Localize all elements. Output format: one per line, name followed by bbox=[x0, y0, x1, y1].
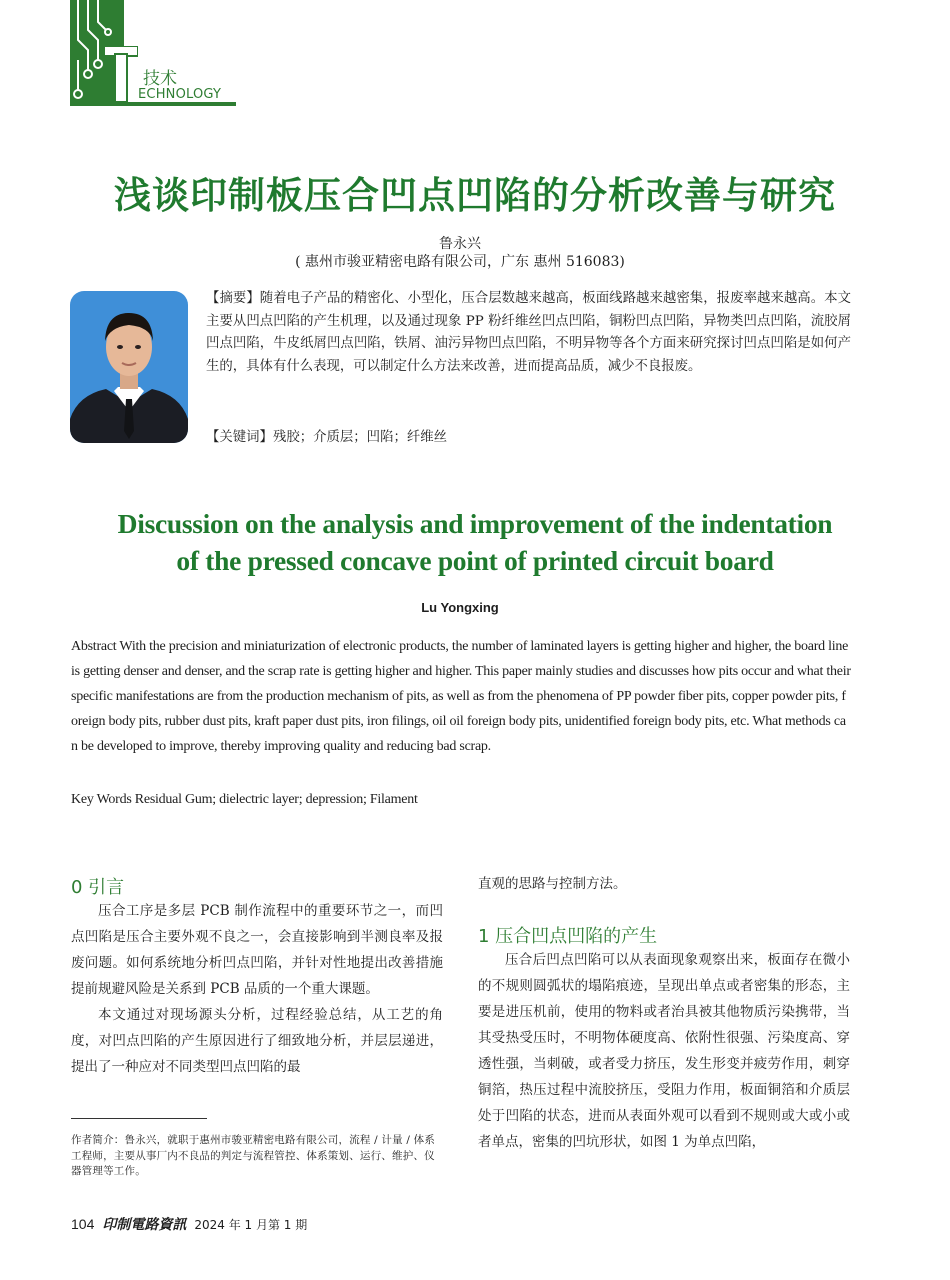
logo-underline bbox=[70, 102, 236, 106]
body-column-left bbox=[71, 898, 443, 1080]
body-column-right bbox=[478, 947, 850, 1155]
author-en: Lu Yongxing bbox=[421, 600, 499, 615]
journal-name: 印制電路資訊 bbox=[102, 1217, 187, 1233]
category-label-en: ECHNOLOGY bbox=[138, 87, 222, 102]
page-title-en-line1: Discussion on the analysis and improvement of the indentation bbox=[117, 508, 833, 539]
footnote-divider bbox=[71, 1118, 207, 1119]
category-label-cn: 技术 bbox=[143, 69, 177, 89]
issue-label: 2024 年 1 月第 1 期 bbox=[194, 1218, 308, 1232]
logo-t-letter bbox=[104, 46, 138, 102]
author-footnote: 作者简介：鲁永兴，就职于惠州市骏亚精密电路有限公司，流程 / 计量 / 体系工程师，主要从事厂内不良品的判定与流程管控、体系策划、运行、维护、仪器管理等工作。 bbox=[71, 1134, 436, 1177]
affiliation-cn: ( 惠州市骏亚精密电路有限公司，广东 惠州 516083) bbox=[295, 254, 625, 270]
paragraph: 压合工序是多层 PCB 制作流程中的重要环节之一，而凹点凹陷是压合主要外观不良之一，会直接影响到半测良率及报废问题。如何系统地分析凹点凹陷，并针对性地提出改善措施提前规避风险是关系到 PCB 品质的一个重大课题。 bbox=[71, 903, 443, 997]
author-photo bbox=[70, 291, 188, 443]
page-title-cn: 浅谈印制板压合凹点凹陷的分析改善与研究 bbox=[114, 173, 836, 217]
page-title-en-line2: of the pressed concave point of printed circuit board bbox=[176, 545, 774, 576]
paragraph: 本文通过对现场源头分析，过程经验总结，从工艺的角度，对凹点凹陷的产生原因进行了细致地分析，并层层递进，提出了一种应对不同类型凹点凹陷的最 bbox=[71, 1007, 443, 1075]
page-footer bbox=[71, 1214, 307, 1234]
paragraph: 压合后凹点凹陷可以从表面现象观察出来，板面存在微小的不规则圆弧状的塌陷痕迹，呈现出单点或者密集的形态，主要是进压机前，使用的物料或者治具被其他物质污染携带，当其受热受压时，不明物体硬度高、依附性很强、污染度高、穿透性强，当刺破，或者受力挤压，发生形变并疲劳作用，刺穿铜箔，热压过程中流胶挤压，受阻力作用，板面铜箔和介质层处于凹陷的状态，进而从表面外观可以看到不规则或大或小或者单点，密集的凹坑形状，如图 1 为单点凹陷， bbox=[478, 952, 850, 1150]
body-column-right-continuation bbox=[478, 871, 850, 897]
page-number: 104 bbox=[71, 1216, 95, 1232]
paragraph-continuation: 直观的思路与控制方法。 bbox=[478, 876, 627, 892]
keywords-cn: 【关键词】残胶；介质层；凹陷；纤维丝 bbox=[206, 430, 448, 445]
keywords-en: Key Words Residual Gum; dielectric layer; depression; Filament bbox=[71, 792, 418, 807]
section-heading-intro: 0 引言 bbox=[71, 877, 125, 898]
author-cn: 鲁永兴 bbox=[439, 236, 481, 252]
section-heading-1: 1 压合凹点凹陷的产生 bbox=[478, 926, 658, 947]
abstract-en: Abstract With the precision and miniaturization of electronic products, the number of laminated layers is getting higher and higher, the board line is getting denser and denser, and the scrap rate is getting higher and higher. This paper mainly studies and discusses how pits occur and what their specific manifestations are from the production mechanism of pits, as well as from the phenomena of PP powder fiber pits, copper powder pits, foreign body pits, rubber dust pits, kraft paper dust pits, iron filings, oil oil foreign body pits, unidentified foreign body pits, etc. What methods can be developed to improve, thereby improving quality and reducing bad scrap. bbox=[71, 639, 851, 754]
abstract-cn: 【摘要】随着电子产品的精密化、小型化，压合层数越来越高，板面线路越来越密集，报废率越来越高。本文主要从凹点凹陷的产生机理，以及通过现象 PP 粉纤维丝凹点凹陷，铜粉凹点凹陷，异物类凹点凹陷，流胶屑凹点凹陷，牛皮纸屑凹点凹陷，铁屑、油污异物凹点凹陷，不明异物等各个方面来研究探讨凹点凹陷是如何产生的，具体有什么表现，可以制定什么方法来改善，进而提高品质，减少不良报废。 bbox=[206, 291, 851, 374]
